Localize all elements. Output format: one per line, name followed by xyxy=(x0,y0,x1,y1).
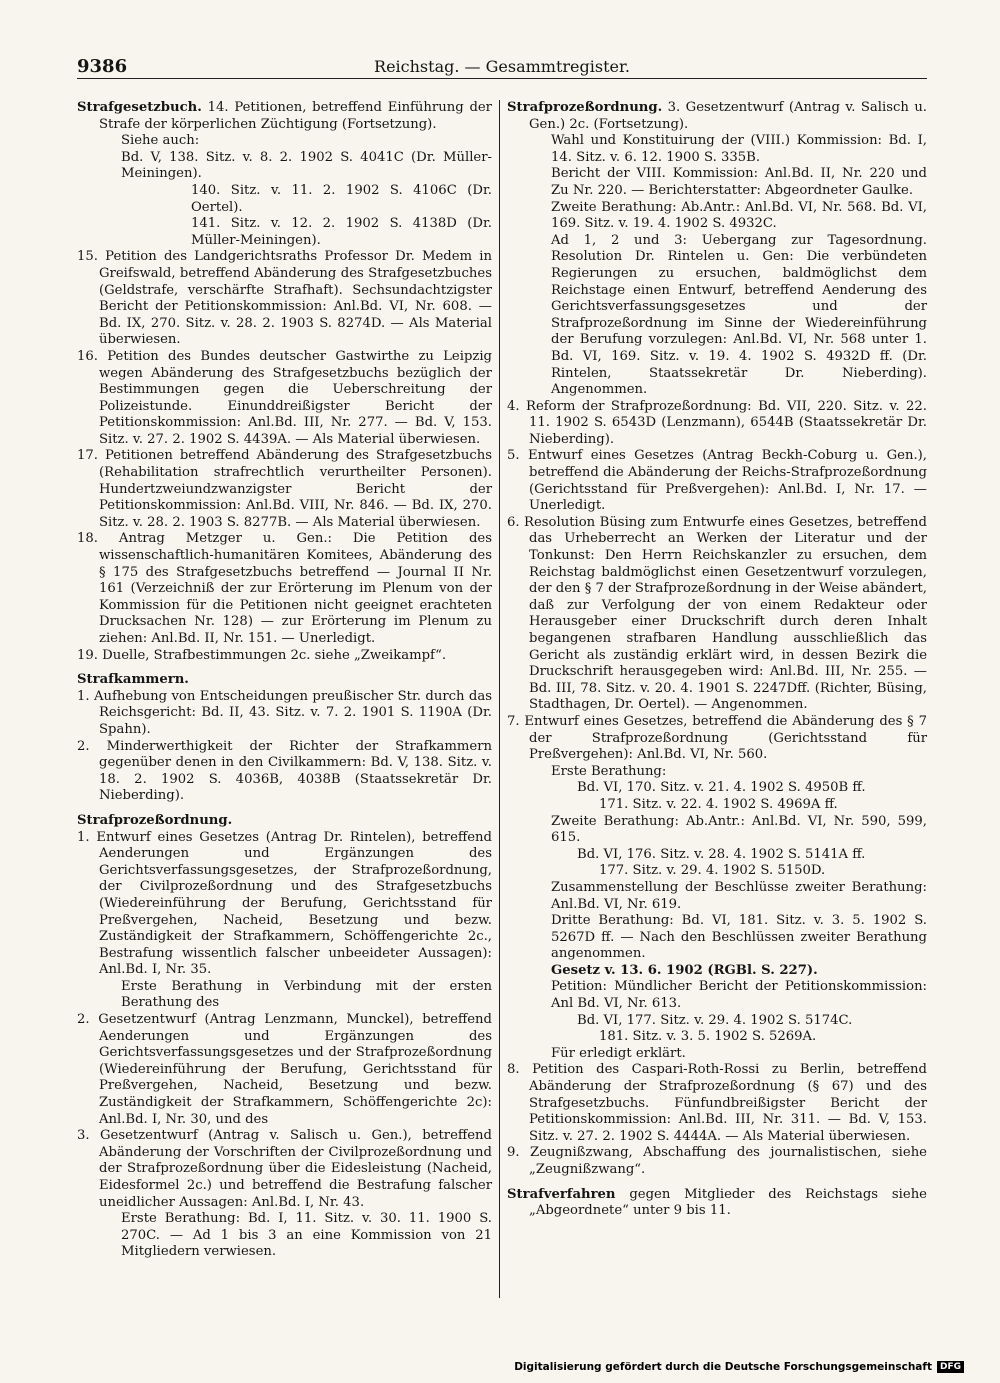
entry-r-9 xyxy=(507,1145,927,1178)
entry-sg-14-ref1 xyxy=(77,150,492,183)
column-divider xyxy=(499,100,500,1298)
footer-credit-text: Digitalisierung gefördert durch die Deutsche Forschungsgemeinschaft xyxy=(514,1361,932,1373)
entry-text: Erste Berathung: xyxy=(551,763,667,779)
entry-text: 2. Minderwerthigkeit der Richter der Strafkammern gegenüber denen in den Civilkammern: Bd. V, 138. Sitz. v. 18. 2. 1902 S. 4036B, 4038B (Staatssekretär Dr. Nieberding). xyxy=(77,738,492,804)
right-column xyxy=(507,100,927,1220)
entry-text: 9. Zeugnißzwang, Abschaffung des journalistischen, siehe „Zeugnißzwang“. xyxy=(507,1145,927,1177)
entry-text: 8. Petition des Caspari-Roth-Rossi zu Berlin, betreffend Abänderung der Strafprozeßordnung (§ 67) und des Strafgesetzbuchs. Fünfundbreißigster Bericht der Petitionskommission: Anl.Bd. III, Nr. 311. — Bd. V, 153. Sitz. v. 27. 2. 1902 S. 4444A. — Als Material überwiesen. xyxy=(507,1062,927,1144)
entry-text: Erste Berathung: Bd. I, 11. Sitz. v. 30. 11. 1900 S. 270C. — Ad 1 bis 3 an eine Kommission von 21 Mitgliedern verwiesen. xyxy=(121,1211,492,1260)
entry-r-sv xyxy=(507,1187,927,1220)
entry-heading: Strafprozeßordnung. xyxy=(507,100,663,115)
entry-spo-3-erste xyxy=(77,1211,492,1261)
entry-sk-1 xyxy=(77,689,492,739)
entry-r-wahl xyxy=(507,133,927,166)
entry-text: 5. Entwurf eines Gesetzes (Antrag Beckh-Coburg u. Gen.), betreffend die Abänderung der Reichs-Strafprozeßordnung (Gerichtsstand für Preßvergehen): Anl.Bd. I, Nr. 17. — Unerledigt. xyxy=(507,448,927,514)
entry-heading: Strafgesetzbuch. xyxy=(77,100,202,115)
entry-text: 141. Sitz. v. 12. 2. 1902 S. 4138D (Dr. Müller-Meiningen). xyxy=(191,216,492,248)
entry-text: Siehe auch: xyxy=(121,133,200,149)
entry-r-head xyxy=(507,100,927,133)
entry-heading: Strafprozeßordnung. xyxy=(77,812,233,828)
entry-r-ad xyxy=(507,233,927,399)
entry-text: Wahl und Konstituirung der (VIII.) Kommission: Bd. I, 14. Sitz. v. 6. 12. 1900 S. 335B. xyxy=(551,133,927,165)
entry-r-4 xyxy=(507,399,927,449)
entry-spo-head xyxy=(77,813,492,830)
entry-text: Zusammenstellung der Beschlüsse zweiter Berathung: Anl.Bd. VI, Nr. 619. xyxy=(551,879,927,912)
entry-r-7-erste-2 xyxy=(507,797,927,814)
entry-heading: Strafkammern. xyxy=(77,672,189,688)
entry-r-5 xyxy=(507,448,927,514)
entry-text: 15. Petition des Landgerichtsraths Professor Dr. Medem in Greifswald, betreffend Abänderung des Strafgesetzbuches (Geldstrafe, verschärfte Strafhaft). Sechsundachtzigster Bericht der Petitionskommission: Anl.Bd. VI, Nr. 608. — Bd. IX, 270. Sitz. v. 28. 2. 1903 S. 8274D. — Als Material überwiesen. xyxy=(77,249,492,348)
entry-text: Dritte Berathung: Bd. VI, 181. Sitz. v. 3. 5. 1902 S. 5267D ff. — Nach den Beschlüssen zweiter Berathung angenommen. xyxy=(551,913,927,962)
entry-sg-head xyxy=(77,100,492,133)
entry-text: 7. Entwurf eines Gesetzes, betreffend die Abänderung des § 7 der Strafprozeßordnung (Gerichtsstand für Preßvergehen): Anl.Bd. VI, Nr. 560. xyxy=(507,713,927,763)
entry-text: 2. Gesetzentwurf (Antrag Lenzmann, Munckel), betreffend Aenderungen und Ergänzungen des Gerichtsverfassungsgesetzes und der Strafprozeßordnung (Wiedereinführung der Berufung, Gerichtsstand für Preßvergehen, Nacheid, Besetzung und bezw. Zuständigkeit der Strafkammern, Schöffengerichte 2c): Anl.Bd. I, Nr. 30, und des xyxy=(77,1012,492,1127)
entry-text: gegen Mitglieder des Reichstags siehe „Abgeordnete“ unter 9 bis 11. xyxy=(529,1186,927,1219)
entry-r-petition-2 xyxy=(507,1029,927,1046)
entry-text: 140. Sitz. v. 11. 2. 1902 S. 4106C (Dr. Oertel). xyxy=(191,182,492,215)
entry-text: Bd. VI, 177. Sitz. v. 29. 4. 1902 S. 5174C. xyxy=(577,1012,853,1028)
entry-text: 19. Duelle, Strafbestimmungen 2c. siehe „Zweikampf“. xyxy=(77,647,447,663)
entry-r-zweite xyxy=(507,200,927,233)
entry-text: 171. Sitz. v. 22. 4. 1902 S. 4969A ff. xyxy=(599,796,838,812)
entry-sk-2 xyxy=(77,739,492,805)
entry-text: Erste Berathung in Verbindung mit der ersten Berathung des xyxy=(121,978,492,1011)
entry-text: 18. Antrag Metzger u. Gen.: Die Petition des wissenschaftlich-humanitären Komitees, Abänderung des § 175 des Strafgesetzbuchs betreffend — Journal II Nr. 161 (Verzeichniß der zur Erörterung im Plenum von der Kommission für die Petitionen nicht geeignet erachteten Drucksachen Nr. 128) — zur Erörterung im Plenum zu ziehen: Anl.Bd. II, Nr. 151. — Unerledigt. xyxy=(77,531,492,646)
entry-spo-1-erste xyxy=(77,979,492,1012)
entry-sg-19 xyxy=(77,648,492,665)
entry-heading: Gesetz v. 13. 6. 1902 (RGBl. S. 227). xyxy=(551,962,818,978)
header-rule xyxy=(77,78,927,79)
entry-text: 17. Petitionen betreffend Abänderung des Strafgesetzbuchs (Rehabilitation strafrechtlich verurtheilter Personen). Hundertzweiundzwanzigster Bericht der Petitionskommission: Anl.Bd. VIII, Nr. 846. — Bd. IX, 270. Sitz. v. 28. 2. 1903 S. 8277B. — Als Material überwiesen. xyxy=(77,448,492,530)
entry-r-7-zweite-2 xyxy=(507,863,927,880)
entry-text: 3. Gesetzentwurf (Antrag v. Salisch u. Gen.), betreffend Abänderung der Vorschriften der Civilprozeßordnung und der Strafprozeßordnung über die Eidesleistung (Nacheid, Eidesformel 2c.) und betreffend die Bestrafung falscher uneidlicher Aussagen: Anl.Bd. I, Nr. 43. xyxy=(77,1128,492,1210)
running-title: Reichstag. — Gesammtregister. xyxy=(374,57,630,76)
entry-sg-14-ref3 xyxy=(77,216,492,249)
entry-text: Petition: Mündlicher Bericht der Petitionskommission: Anl Bd. VI, Nr. 613. xyxy=(551,979,927,1012)
entry-heading: Strafverfahren xyxy=(507,1186,616,1202)
entry-spo-1 xyxy=(77,830,492,979)
entry-r-7-erste-1 xyxy=(507,780,927,797)
entry-text: 6. Resolution Büsing zum Entwurfe eines Gesetzes, betreffend das Urheberrecht an Werken der Literatur und der Tonkunst: Den Herrn Reichskanzler zu ersuchen, dem Reichstag baldmöglichst einen Gesetzentwurf vorzulegen, der den § 7 der Strafprozeßordnung in der Weise abändert, daß zur Verfolgung der von einem Redakteur oder Herausgeber einer Druckschrift durch deren Inhalt begangenen strafbaren Handlung ausschließlich das Gericht als zuständig erklärt wird, in dessen Bezirk die Druckschrift herausgegeben wird: Anl.Bd. III, Nr. 255. — Bd. III, 78. Sitz. v. 20. 4. 1901 S. 2247Dff. (Richter, Büsing, Stadthagen, Dr. Oertel). — Angenommen. xyxy=(507,514,927,713)
entry-r-7-zweite xyxy=(507,814,927,847)
entry-text: 14. Petitionen, betreffend Einführung der Strafe der körperlichen Züchtigung (Fortsetzung). xyxy=(99,100,492,132)
entry-text: 181. Sitz. v. 3. 5. 1902 S. 5269A. xyxy=(599,1029,817,1045)
footer-credit xyxy=(514,1361,964,1373)
entry-text: Bd. VI, 176. Sitz. v. 28. 4. 1902 S. 5141A ff. xyxy=(577,846,866,862)
dfg-logo: DFG xyxy=(937,1361,964,1373)
left-column xyxy=(77,100,492,1261)
entry-text: Ad 1, 2 und 3: Uebergang zur Tagesordnung. Resolution Dr. Rintelen u. Gen: Die verbündeten Regierungen zu ersuchen, baldmöglichst dem Reichstage einen Entwurf, betreffend Aenderung des Gerichtsverfassungsgesetzes und der Strafprozeßordnung im Sinne der Wiedereinführung der Berufung vorzulegen: Anl.Bd. VI, Nr. 568 unter 1. Bd. VI, 169. Sitz. v. 19. 4. 1902 S. 4932D ff. (Dr. Rintelen, Staatssekretär Dr. Nieberding). Angenommen. xyxy=(551,232,927,398)
entry-r-gesetz xyxy=(507,963,927,980)
entry-spo-2 xyxy=(77,1012,492,1128)
entry-sg-14-ref2 xyxy=(77,183,492,216)
entry-r-8 xyxy=(507,1062,927,1145)
entry-text: Bericht der VIII. Kommission: Anl.Bd. II, Nr. 220 und Zu Nr. 220. — Berichterstatter: Abgeordneter Gaulke. xyxy=(551,166,927,198)
entry-text: Bd. VI, 170. Sitz. v. 21. 4. 1902 S. 4950B ff. xyxy=(577,780,866,796)
entry-sg-16 xyxy=(77,349,492,449)
entry-text: Zweite Berathung: Ab.Antr.: Anl.Bd. VI, Nr. 590, 599, 615. xyxy=(551,813,927,846)
entry-r-7-zweite-1 xyxy=(507,847,927,864)
entry-sg-18 xyxy=(77,531,492,647)
entry-r-bericht xyxy=(507,166,927,199)
entry-spo-3 xyxy=(77,1128,492,1211)
entry-r-7 xyxy=(507,714,927,764)
entry-text: 16. Petition des Bundes deutscher Gastwirthe zu Leipzig wegen Abänderung des Strafgesetzbuchs bezüglich der Bestimmungen gegen die Ueberschreitung der Polizeistunde. Einunddreißigster Bericht der Petitionskommission: Anl.Bd. III, Nr. 277. — Bd. V, 153. Sitz. v. 27. 2. 1902 S. 4439A. — Als Material überwiesen. xyxy=(77,348,492,447)
entry-r-7-zus xyxy=(507,880,927,913)
entry-text: Zweite Berathung: Ab.Antr.: Anl.Bd. VI, Nr. 568. Bd. VI, 169. Sitz. v. 19. 4. 1902 S. 4932C. xyxy=(551,199,927,232)
entry-r-7-dritte xyxy=(507,913,927,963)
entry-r-6 xyxy=(507,515,927,714)
entry-sk-head xyxy=(77,672,492,689)
entry-r-7-erste xyxy=(507,764,927,781)
entry-text: 1. Aufhebung von Entscheidungen preußischer Str. durch das Reichsgericht: Bd. II, 43. Sitz. v. 7. 2. 1901 S. 1190A (Dr. Spahn). xyxy=(77,688,492,737)
entry-text: 4. Reform der Strafprozeßordnung: Bd. VII, 220. Sitz. v. 22. 11. 1902 S. 6543D (Lenzmann), 6544B (Staatssekretär Dr. Nieberding). xyxy=(507,398,927,447)
page-number: 9386 xyxy=(77,56,128,77)
entry-sg-17 xyxy=(77,448,492,531)
entry-sg-15 xyxy=(77,249,492,349)
entry-r-petition xyxy=(507,979,927,1012)
entry-r-petition-1 xyxy=(507,1013,927,1030)
entry-text: 3. Gesetzentwurf (Antrag v. Salisch u. Gen.) 2c. (Fortsetzung). xyxy=(529,100,927,132)
entry-text: 177. Sitz. v. 29. 4. 1902 S. 5150D. xyxy=(599,863,826,879)
page-header xyxy=(77,50,927,80)
entry-text: 1. Entwurf eines Gesetzes (Antrag Dr. Rintelen), betreffend Aenderungen und Ergänzungen des Gerichtsverfassungsgesetzes, der Strafprozeßordnung, der Civilprozeßordnung und des Strafgesetzbuchs (Wiedereinführung der Berufung, Gerichtsstand für Preßvergehen, Nacheid, Besetzung und bezw. Zuständigkeit der Strafkammern, Schöffengerichte 2c., Bestrafung wissentlich falscher unbeeideter Aussagen): Anl.Bd. I, Nr. 35. xyxy=(77,829,492,978)
entry-r-erledigt xyxy=(507,1046,927,1063)
entry-text: Bd. V, 138. Sitz. v. 8. 2. 1902 S. 4041C (Dr. Müller-Meiningen). xyxy=(121,149,492,182)
entry-sg-14-siehe xyxy=(77,133,492,150)
entry-text: Für erledigt erklärt. xyxy=(551,1045,686,1061)
